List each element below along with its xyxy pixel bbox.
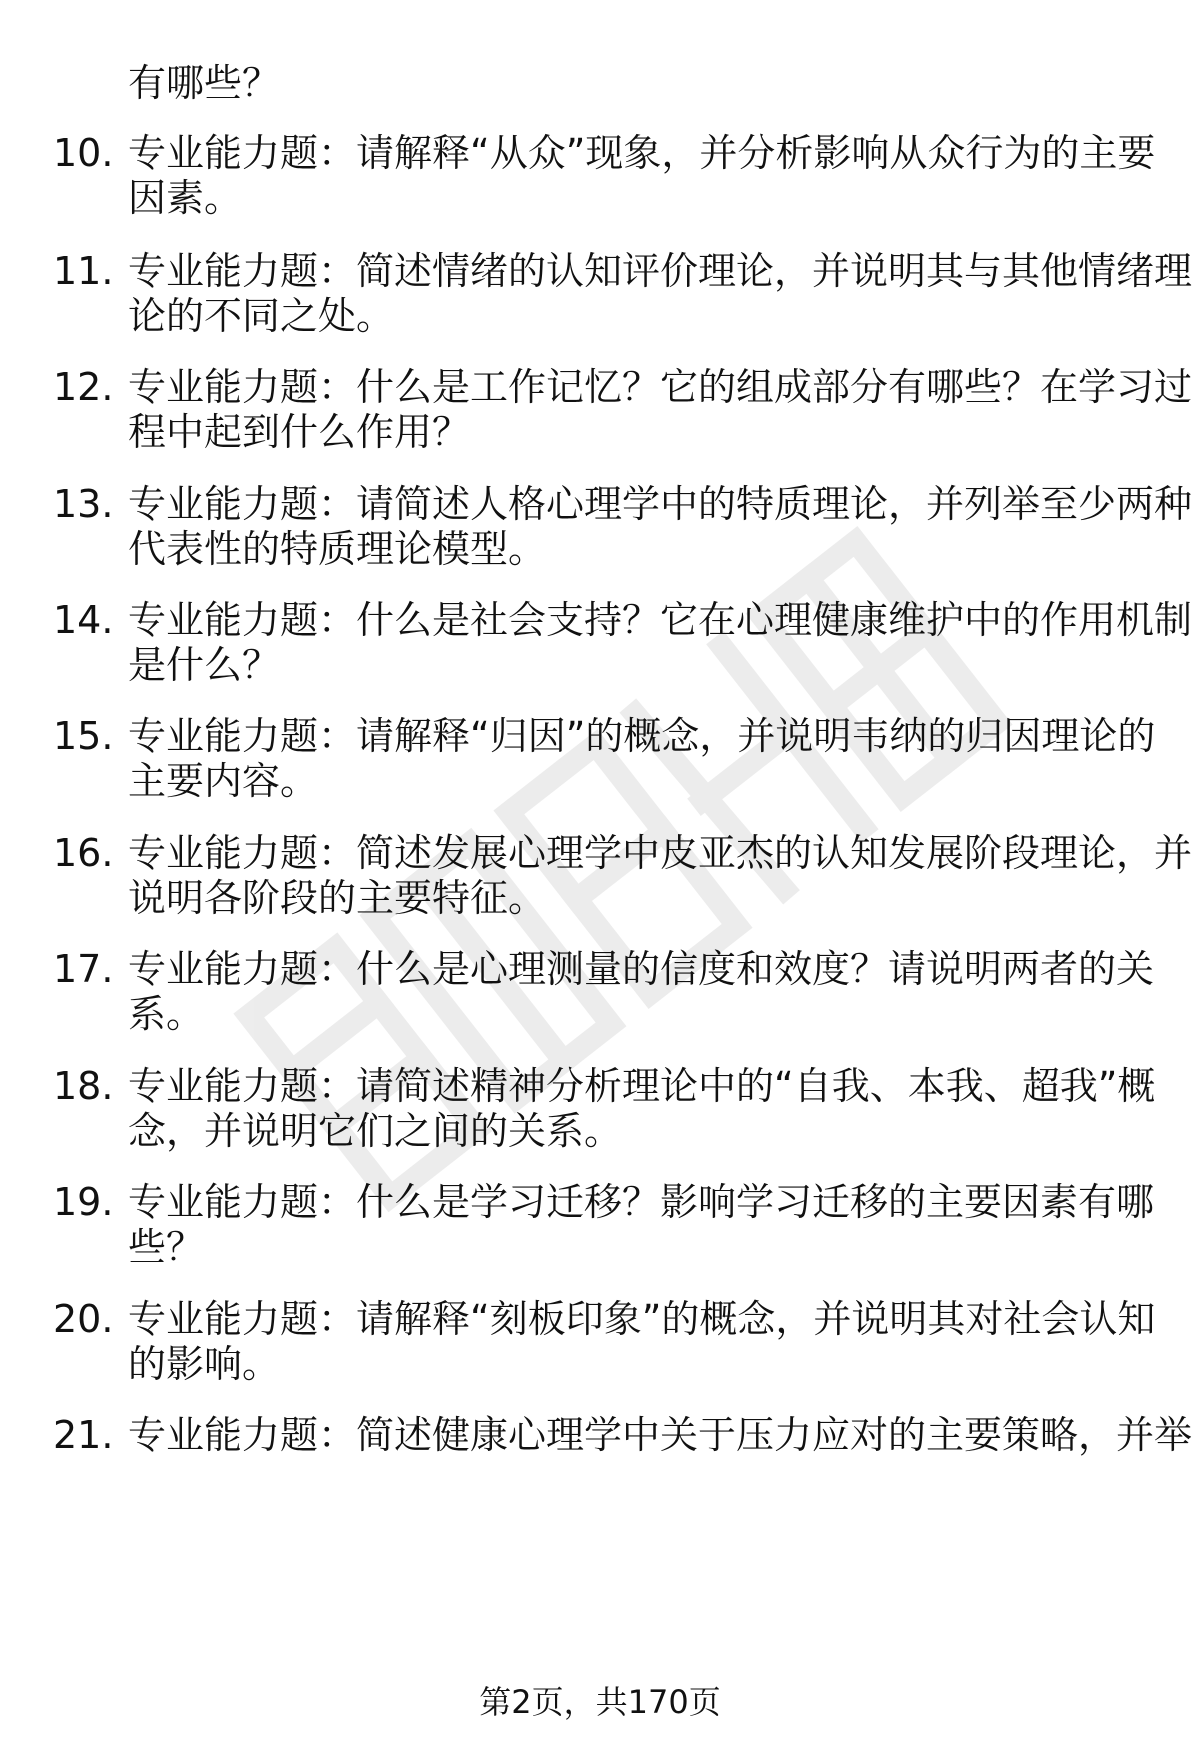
question-text: 专业能力题：请解释“归因”的概念，并说明韦纳的归因理论的: [128, 714, 1156, 758]
question-text: 专业能力题：什么是社会支持？它在心理健康维护中的作用机制: [128, 598, 1193, 642]
page-footer: 第2页，共170页: [479, 1683, 721, 1721]
question-number: 14.: [53, 598, 114, 642]
question-text-cont: 的影响。: [128, 1342, 281, 1386]
question-number: 12.: [53, 365, 114, 409]
question-text-cont: 代表性的特质理论模型。: [128, 527, 547, 571]
question-text: 专业能力题：什么是学习迁移？影响学习迁移的主要因素有哪: [128, 1180, 1155, 1224]
question-text: 专业能力题：什么是工作记忆？它的组成部分有哪些？在学习过: [128, 365, 1193, 409]
question-text: 专业能力题：请简述精神分析理论中的“自我、本我、超我”概: [128, 1064, 1156, 1108]
continued-question-text: 有哪些？: [128, 61, 281, 105]
question-number: 17.: [53, 947, 114, 991]
question-number: 18.: [53, 1064, 114, 1108]
question-text-cont: 主要内容。: [128, 759, 319, 803]
question-text: 专业能力题：简述健康心理学中关于压力应对的主要策略，并举: [128, 1413, 1193, 1457]
question-number: 20.: [53, 1297, 114, 1341]
question-number: 21.: [53, 1413, 114, 1457]
question-text-cont: 些？: [128, 1225, 205, 1269]
question-text: 专业能力题：请解释“从众”现象，并分析影响从众行为的主要: [128, 131, 1156, 175]
question-text-cont: 程中起到什么作用？: [128, 410, 471, 454]
question-number: 15.: [53, 714, 114, 758]
question-number: 11.: [53, 249, 114, 293]
question-text-cont: 说明各阶段的主要特征。: [128, 876, 547, 920]
question-text-cont: 念，并说明它们之间的关系。: [128, 1109, 623, 1153]
question-text: 专业能力题：简述发展心理学中皮亚杰的认知发展阶段理论，并: [128, 831, 1193, 875]
question-number: 13.: [53, 482, 114, 526]
question-text-cont: 因素。: [128, 176, 243, 220]
question-text-cont: 是什么？: [128, 643, 281, 687]
question-text: 专业能力题：请简述人格心理学中的特质理论，并列举至少两种: [128, 482, 1193, 526]
question-text-cont: 系。: [128, 992, 205, 1036]
question-number: 16.: [53, 831, 114, 875]
question-number: 19.: [53, 1180, 114, 1224]
question-number: 10.: [53, 131, 114, 175]
question-text: 专业能力题：什么是心理测量的信度和效度？请说明两者的关: [128, 947, 1155, 991]
question-text-cont: 论的不同之处。: [128, 294, 395, 338]
question-text: 专业能力题：简述情绪的认知评价理论，并说明其与其他情绪理: [128, 249, 1193, 293]
question-text: 专业能力题：请解释“刻板印象”的概念，并说明其对社会认知: [128, 1297, 1156, 1341]
